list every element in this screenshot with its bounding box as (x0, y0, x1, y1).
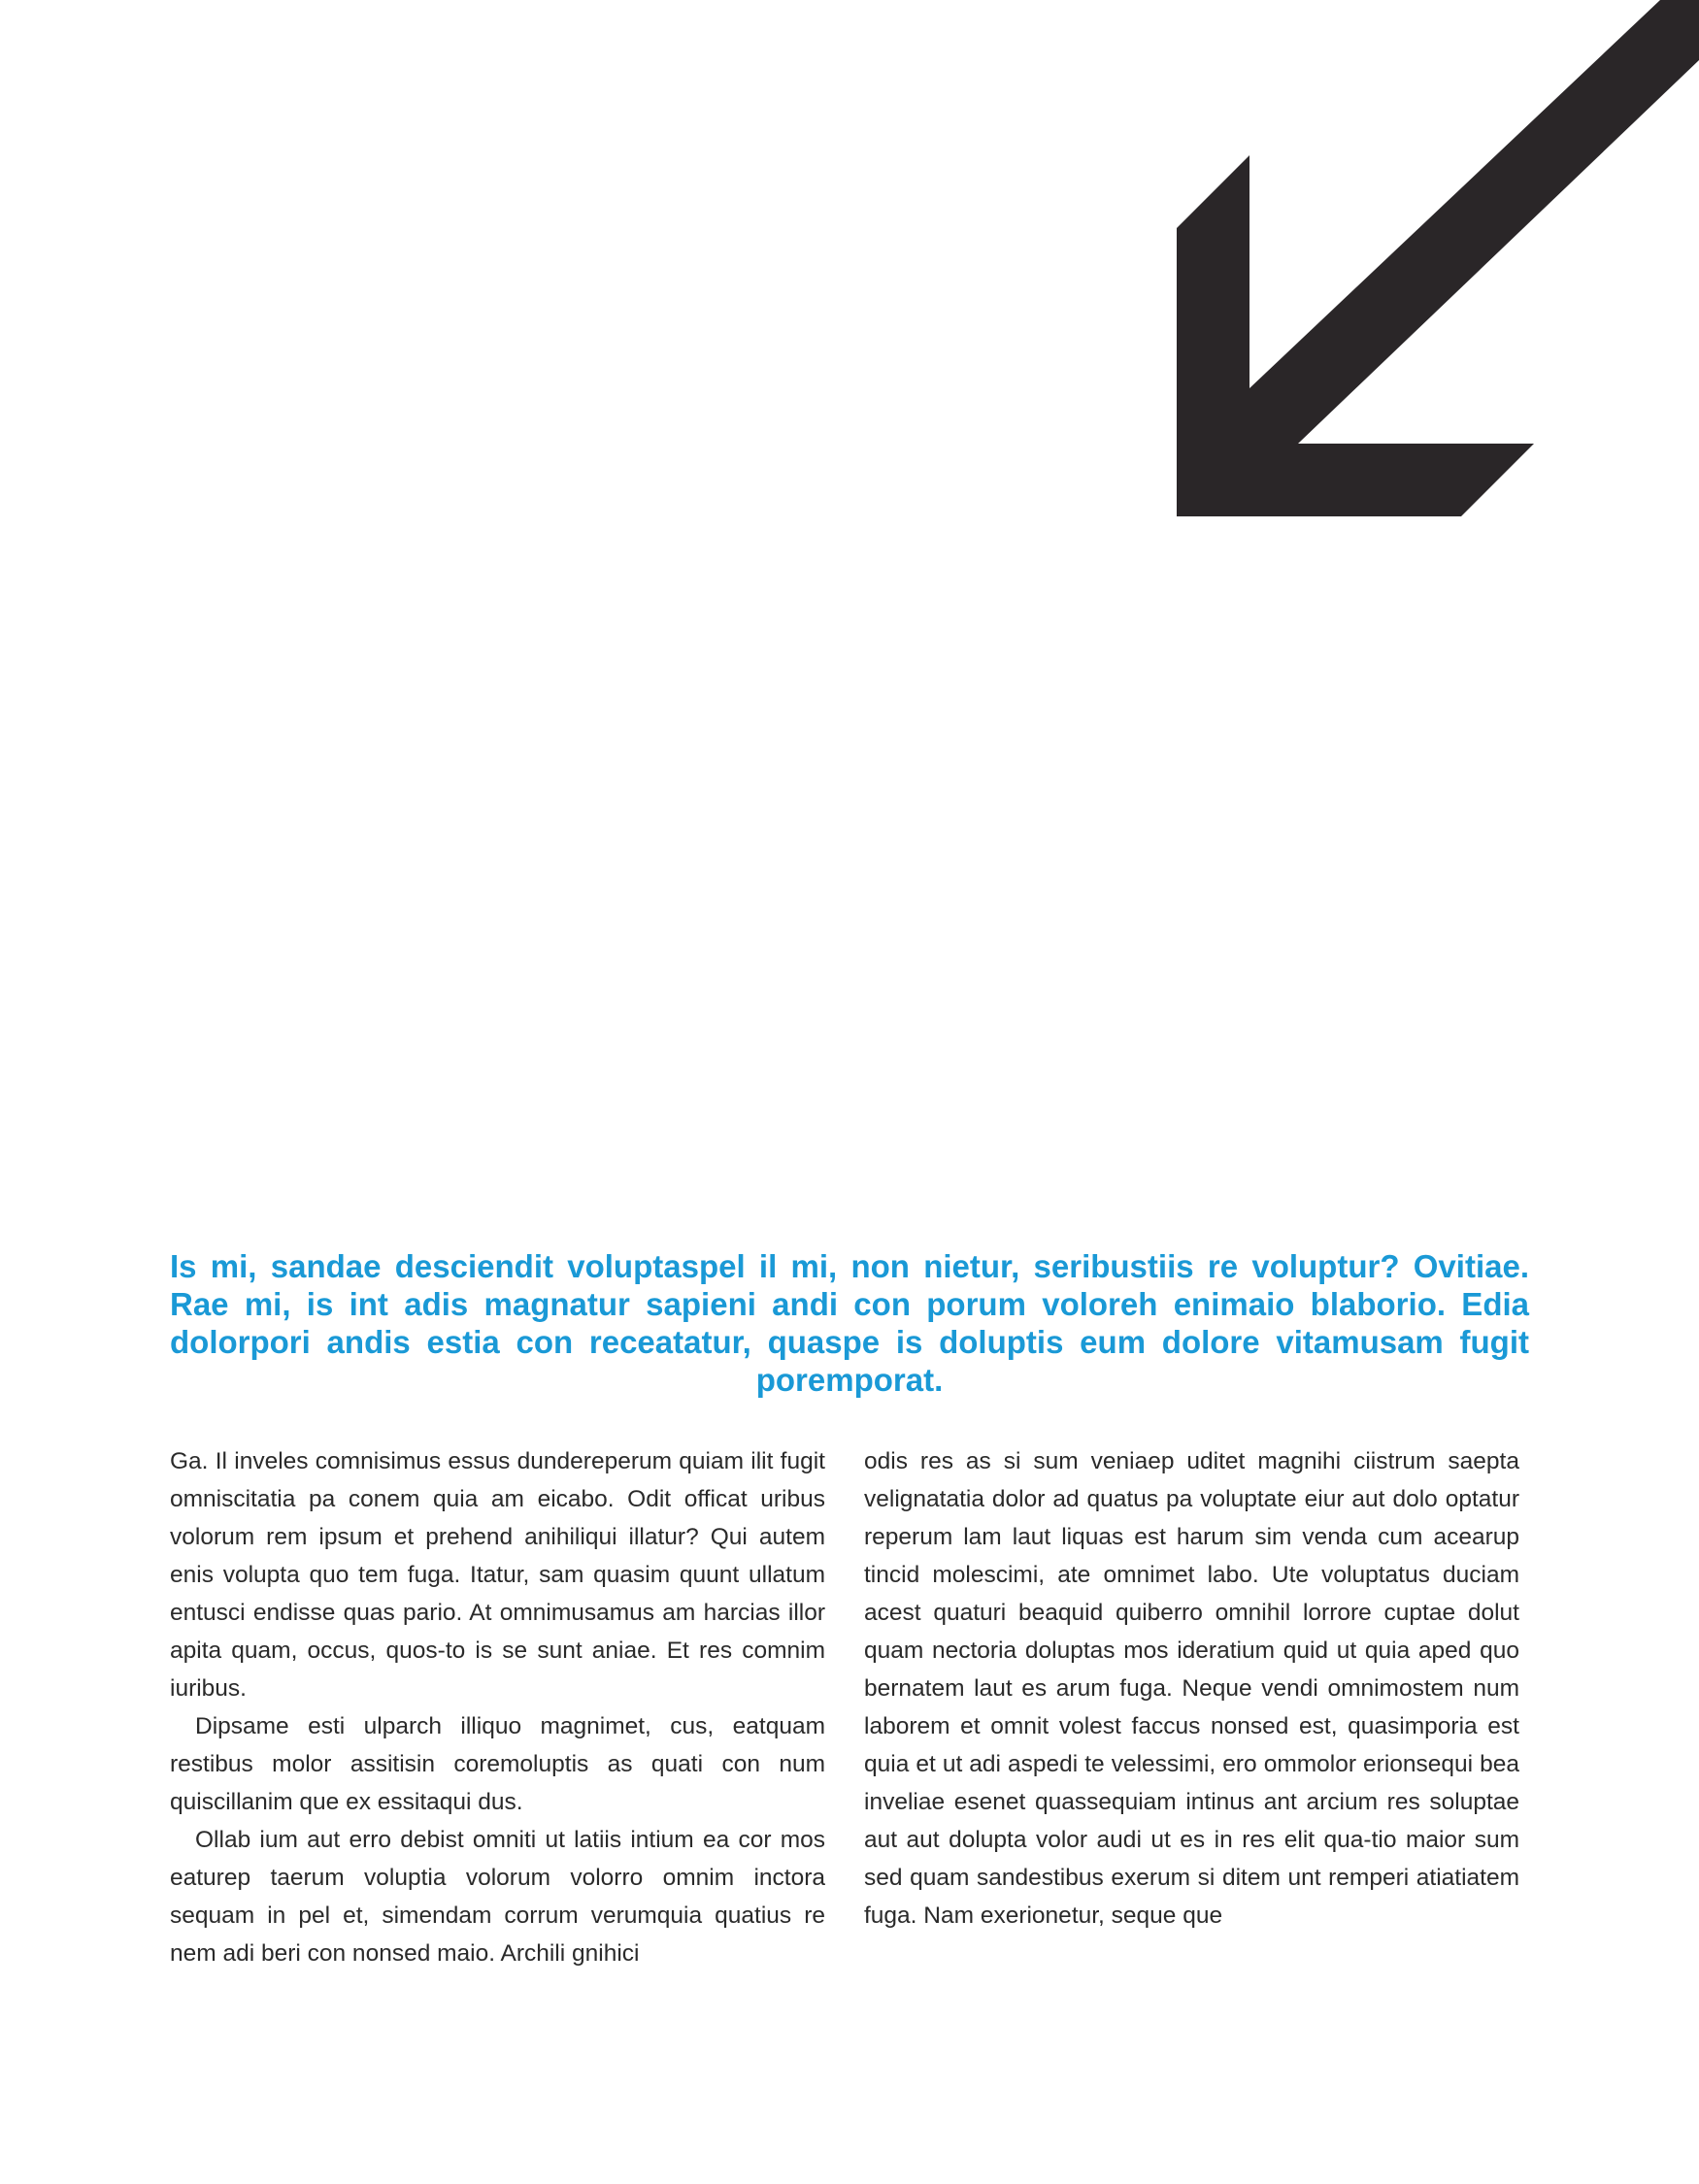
body-column-right (864, 1442, 1519, 1935)
body-paragraph: odis res as si sum veniaep uditet magnihi ciistrum saepta velignatatia dolor ad quatus pa voluptate eiur aut dolo optatur reperum lam laut liquas est harum sim venda cum acearup tincid molescimi, ate omnimet labo. Ute voluptatus duciam acest quaturi beaquid quiberro omnihil lorrore cuptae dolut quam nectoria doluptas mos ideratium quid ut quia aped quo bernatem laut es arum fuga. Neque vendi omnimostem num laborem et omnit volest faccus nonsed est, quasimporia est quia et ut adi aspedi te velessimi, ero ommolor erionsequi bea inveliae esenet quassequiam intinus ant arcium res soluptae aut aut dolupta volor audi ut es in res elit qua-tio maior sum sed quam sandestibus exerum si ditem unt remperi atiatiatem fuga. Nam exerionetur, seque que (864, 1448, 1519, 1929)
body-paragraph: Ollab ium aut erro debist omniti ut latiis intium ea cor mos eaturep taerum voluptia volorum volorro omnim inctora sequam in pel et, simendam corrum verumquia quatius re nem adi beri con nonsed maio. Archili gnihici (170, 1827, 825, 1967)
arrow-down-left-icon (1165, 0, 1699, 524)
body-paragraph: Ga. Il inveles comnisimus essus dundereperum quiam ilit fugit omniscitatia pa conem quia am eicabo. Odit officat uribus volorum rem ipsum et prehend anihiliqui illatur? Qui autem enis volupta quo tem fuga. Itatur, sam quasim quunt ullatum entusci endisse quas pario. At omnimusamus am harcias illor apita quam, occus, quos-to is se sunt aniae. Et res comnim iuribus. (170, 1448, 825, 1702)
arrow-shape (1177, 0, 1699, 516)
body-paragraph: Dipsame esti ulparch illiquo magnimet, cus, eatquam restibus molor assitisin coremoluptis as quati con num quiscillanim que ex essitaqui dus. (170, 1713, 825, 1815)
pull-quote: Is mi, sandae desciendit voluptaspel il mi, non nietur, seribustiis re voluptur? Ovitiae. Rae mi, is int adis magnatur sapieni andi con porum voloreh enimaio blaborio. Edia dolorpori andis estia con receatatur, quaspe is doluptis eum dolore vitamusam fugit poremporat. (170, 1248, 1529, 1398)
body-column-left (170, 1442, 825, 1972)
